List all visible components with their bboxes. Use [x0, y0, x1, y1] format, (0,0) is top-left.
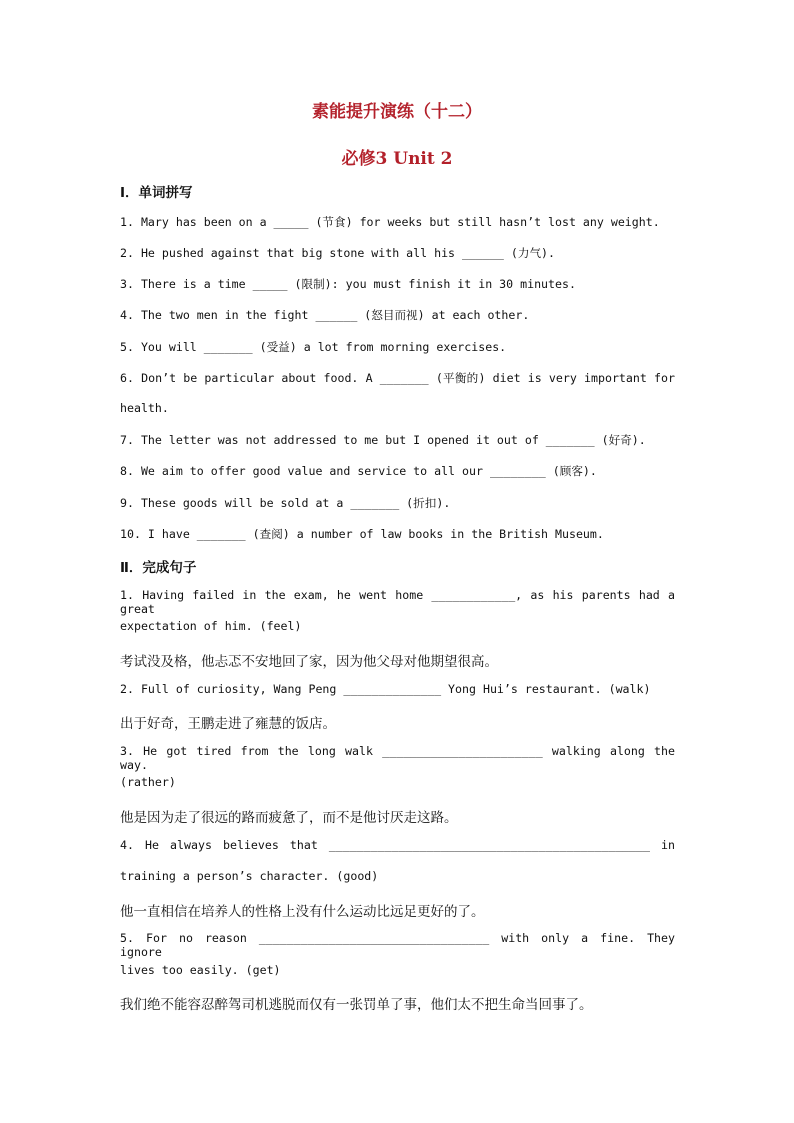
- sentence-5-line-1: 5. For no reason _________________________________ with only a fine. They ignore: [120, 931, 675, 959]
- sentence-4-line-2: training a person’s character. (good): [120, 869, 379, 883]
- worksheet-subtitle: 必修3 Unit 2: [341, 149, 453, 169]
- sentence-1-chinese: 考试没及格，他忐忑不安地回了家，因为他父母对他期望很高。: [120, 654, 498, 670]
- spelling-item-6: 6. Don’t be particular about food. A _______ (平衡的) diet is very important for: [120, 371, 675, 385]
- sentence-3-chinese: 他是因为走了很远的路而疲惫了，而不是他讨厌走这路。: [120, 810, 458, 826]
- sentence-1-line-1: 1. Having failed in the exam, he went home ____________, as his parents had a great: [120, 588, 675, 616]
- spelling-item-6-continued: health.: [120, 401, 169, 415]
- spelling-item-3: 3. There is a time _____ (限制): you must finish it in 30 minutes.: [120, 277, 576, 291]
- spelling-item-7: 7. The letter was not addressed to me but I opened it out of _______ (好奇).: [120, 433, 646, 447]
- spelling-item-5: 5. You will _______ (受益) a lot from morning exercises.: [120, 340, 507, 354]
- worksheet-title: 素能提升演练（十二）: [312, 102, 482, 122]
- spelling-item-2: 2. He pushed against that big stone with all his ______ (力气).: [120, 246, 556, 260]
- sentence-4-line-1: 4. He always believes that ______________________________________________ in: [120, 838, 675, 852]
- spelling-item-10: 10. I have _______ (查阅) a number of law books in the British Museum.: [120, 527, 604, 541]
- sentence-2-line-1: 2. Full of curiosity, Wang Peng ______________ Yong Hui’s restaurant. (walk): [120, 682, 651, 696]
- sentence-3-line-2: (rather): [120, 775, 176, 789]
- sentence-3-line-1: 3. He got tired from the long walk _______________________ walking along the way.: [120, 744, 675, 772]
- sentence-5-line-2: lives too easily. (get): [120, 963, 281, 977]
- sentence-4-chinese: 他一直相信在培养人的性格上没有什么运动比远足更好的了。: [120, 904, 485, 920]
- sentence-2-chinese: 出于好奇，王鹏走进了雍慧的饭店。: [120, 716, 336, 732]
- sentence-1-line-2: expectation of him. (feel): [120, 619, 302, 633]
- spelling-item-8: 8. We aim to offer good value and service to all our ________ (顾客).: [120, 464, 597, 478]
- spelling-item-4: 4. The two men in the fight ______ (怒目而视) at each other.: [120, 308, 530, 322]
- section-heading-sentences: Ⅱ．完成句子: [120, 560, 197, 576]
- spelling-item-1: 1. Mary has been on a _____ (节食) for weeks but still hasn’t lost any weight.: [120, 215, 660, 229]
- sentence-5-chinese: 我们绝不能容忍醉驾司机逃脱而仅有一张罚单了事，他们太不把生命当回事了。: [120, 997, 593, 1013]
- section-heading-spelling: Ⅰ．单词拼写: [120, 185, 193, 201]
- spelling-item-9: 9. These goods will be sold at a _______ (折扣).: [120, 496, 451, 510]
